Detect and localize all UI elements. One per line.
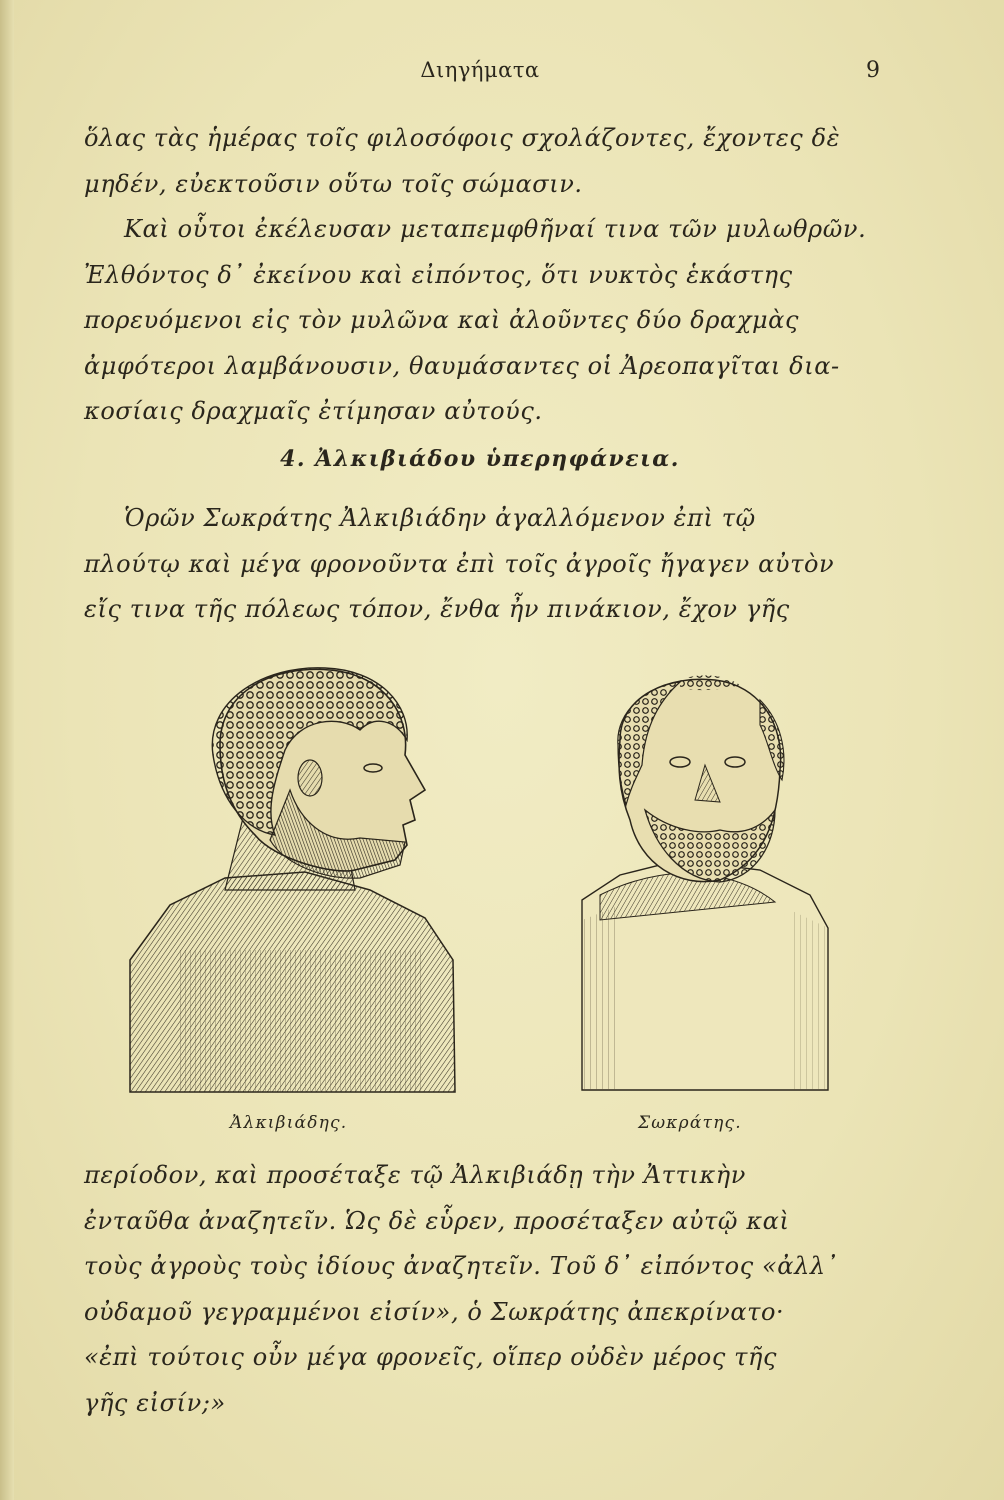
page-number: 9: [866, 58, 880, 83]
text-line: γῆς εἰσίν;»: [84, 1388, 226, 1417]
text-line: πορευόμενοι εἰς τὸν μυλῶνα καὶ ἀλοῦντες δύο δραχμὰς: [84, 306, 800, 334]
text-line: περίοδον, καὶ προσέταξε τῷ Ἀλκιβιάδῃ τὴν Ἀττικὴν: [84, 1161, 746, 1189]
socrates-bust-engraving: [560, 670, 835, 1095]
text-line: Ὁρῶν Σωκράτης Ἀλκιβιάδην ἀγαλλόμενον ἐπὶ τῷ: [124, 504, 756, 532]
text-line: τοὺς ἀγροὺς τοὺς ἰδίους ἀναζητεῖν. Τοῦ δ᾽ εἰπόντος «ἀλλ᾽: [84, 1252, 839, 1280]
text-line: Καὶ οὗτοι ἐκέλευσαν μεταπεμφθῆναί τινα τῶν μυλωθρῶν.: [124, 215, 867, 243]
text-line: «ἐπὶ τούτοις οὖν μέγα φρονεῖς, οἵπερ οὐδὲν μέρος τῆς: [84, 1343, 777, 1371]
text-line: μηδέν, εὐεκτοῦσιν οὕτω τοῖς σώμασιν.: [84, 169, 583, 198]
paragraph-1: [84, 116, 876, 435]
text-line: ὅλας τὰς ἡμέρας τοῖς φιλοσόφοις σχολάζοντες, ἔχοντες δὲ: [84, 124, 841, 152]
text-line: πλούτῳ καὶ μέγα φρονοῦντα ἐπὶ τοῖς ἀγροῖς ἤγαγεν αὐτὸν: [84, 549, 835, 578]
running-title: Διηγήματα: [420, 58, 540, 82]
page-header: [80, 58, 880, 88]
text-line: ἐνταῦθα ἀναζητεῖν. Ὡς δὲ εὗρεν, προσέταξεν αὐτῷ καὶ: [84, 1206, 790, 1235]
paragraph-3: [84, 1153, 876, 1426]
figure-caption-alcibiades: Ἀλκιβιάδης.: [230, 1113, 348, 1133]
alcibiades-bust-engraving: [125, 660, 460, 1095]
paragraph-2: [84, 496, 876, 633]
text-line: κοσίαις δραχμαῖς ἐτίμησαν αὐτούς.: [84, 397, 543, 425]
text-line: Ἐλθόντος δ᾽ ἐκείνου καὶ εἰπόντος, ὅτι νυκτὸς ἑκάστης: [84, 260, 793, 289]
figure-caption-socrates: Σωκράτης.: [638, 1113, 742, 1133]
text-line: ἀμφότεροι λαμβάνουσιν, θαυμάσαντες οἱ Ἀρεοπαγῖται δια-: [84, 351, 840, 380]
text-line: οὐδαμοῦ γεγραμμένοι εἰσίν», ὁ Σωκράτης ἀπεκρίνατο·: [84, 1297, 785, 1326]
page-binding-edge: [0, 0, 14, 1500]
text-line: εἴς τινα τῆς πόλεως τόπον, ἔνθα ἦν πινάκιον, ἔχον γῆς: [84, 595, 790, 623]
figure-alcibiades: [125, 660, 460, 1095]
section-heading: 4. Ἀλκιβιάδου ὑπερηφάνεια.: [280, 446, 680, 472]
figure-socrates: [560, 670, 835, 1095]
